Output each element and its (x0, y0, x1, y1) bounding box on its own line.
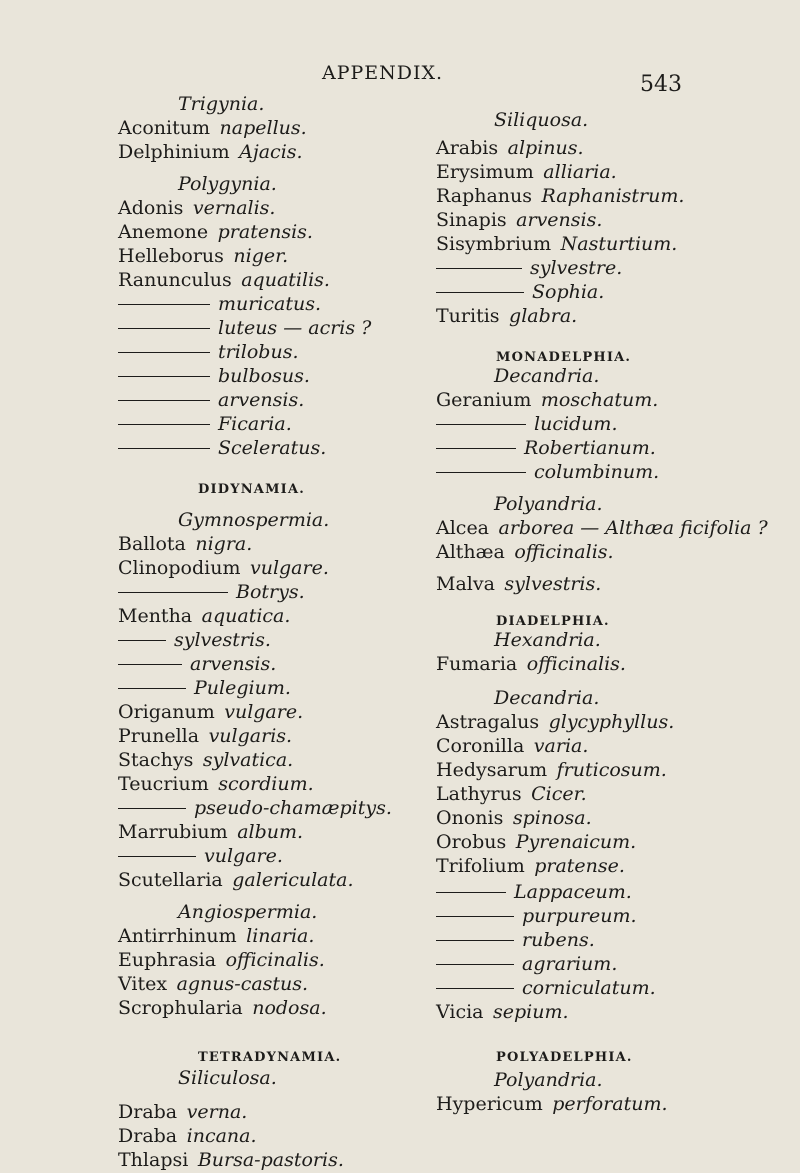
genus-name: Malva (436, 573, 495, 595)
species-epithet: scordium. (218, 773, 314, 795)
species-epithet: pratensis. (217, 221, 313, 243)
ditto-entry (118, 844, 283, 868)
genus-name: Geranium (436, 389, 532, 411)
species-entry (436, 208, 602, 232)
section-heading: Angiospermia. (178, 901, 318, 923)
species-epithet: vernalis. (192, 197, 276, 219)
species-epithet: sylvatica. (202, 749, 294, 771)
species-epithet: Ajacis. (239, 141, 303, 163)
species-epithet: galericulata. (232, 869, 354, 891)
genus-name: Arabis (436, 137, 499, 159)
genus-name: Teucrium (118, 773, 209, 795)
ditto-dash (436, 940, 514, 941)
genus-name: Turitis (436, 305, 500, 327)
species-epithet: nodosa. (252, 997, 327, 1019)
species-entry (118, 556, 329, 580)
species-entry (436, 160, 617, 184)
species-entry (118, 948, 325, 972)
section-heading: Polyandria. (494, 493, 603, 515)
class-heading: POLYADELPHIA. (496, 1050, 633, 1065)
genus-name: Antirrhinum (118, 925, 237, 947)
species-epithet: Cicer. (531, 783, 587, 805)
ditto-dash (118, 664, 182, 665)
genus-name: Coronilla (436, 735, 525, 757)
genus-name: Scutellaria (118, 869, 223, 891)
ditto-dash (118, 352, 210, 353)
species-epithet: luteus — acris ? (218, 317, 372, 339)
section-heading: Trigynia. (178, 93, 265, 115)
ditto-dash (118, 448, 210, 449)
species-entry (118, 996, 327, 1020)
species-epithet: glycyphyllus. (548, 711, 675, 733)
genus-name: Alcea (436, 517, 490, 539)
species-epithet: Pyrenaicum. (515, 831, 637, 853)
ditto-entry (436, 460, 659, 484)
species-epithet: trilobus. (218, 341, 299, 363)
species-epithet: muricatus. (218, 293, 322, 315)
ditto-dash (118, 592, 228, 593)
species-entry (118, 972, 308, 996)
genus-name: Astragalus (436, 711, 540, 733)
species-epithet: arborea — Althæa ficifolia ? (498, 517, 768, 539)
ditto-dash (436, 916, 514, 917)
species-epithet: Raphanistrum. (541, 185, 685, 207)
page-header (0, 62, 800, 97)
genus-name: Origanum (118, 701, 215, 723)
section-heading: Siliquosa. (494, 109, 589, 131)
genus-name: Sisymbrium (436, 233, 552, 255)
species-epithet: bulbosus. (218, 365, 310, 387)
species-entry (436, 388, 658, 412)
species-entry (118, 604, 290, 628)
species-epithet: sylvestre. (530, 257, 623, 279)
ditto-entry (118, 580, 305, 604)
species-entry (436, 806, 592, 830)
genus-name: Stachys (118, 749, 194, 771)
genus-name: Aconitum (118, 117, 211, 139)
class-heading: MONADELPHIA. (496, 350, 632, 365)
species-epithet: Sophia. (532, 281, 605, 303)
ditto-entry (118, 316, 371, 340)
species-entry (118, 244, 288, 268)
species-epithet: sylvestris. (174, 629, 271, 651)
species-epithet: incana. (186, 1125, 257, 1147)
species-entry (436, 652, 626, 676)
genus-name: Euphrasia (118, 949, 217, 971)
genus-name: Prunella (118, 725, 200, 747)
species-epithet: vulgare. (224, 701, 304, 723)
genus-name: Clinopodium (118, 557, 241, 579)
ditto-dash (118, 856, 196, 857)
genus-name: Adonis (118, 197, 184, 219)
class-heading: TETRADYNAMIA. (198, 1050, 342, 1065)
genus-name: Ranunculus (118, 269, 232, 291)
species-epithet: agrarium. (522, 953, 618, 975)
species-epithet: officinalis. (225, 949, 325, 971)
species-epithet: glabra. (509, 305, 578, 327)
genus-name: Vitex (118, 973, 168, 995)
ditto-entry (118, 628, 271, 652)
species-entry (436, 136, 584, 160)
species-epithet: Robertianum. (524, 437, 656, 459)
species-epithet: purpureum. (522, 905, 637, 927)
section-heading: Polyandria. (494, 1069, 603, 1091)
species-epithet: agnus-castus. (176, 973, 309, 995)
species-epithet: alpinus. (507, 137, 584, 159)
species-epithet: Ficaria. (218, 413, 292, 435)
species-epithet: arvensis. (516, 209, 603, 231)
ditto-dash (436, 472, 526, 473)
species-entry (118, 924, 314, 948)
genus-name: Sinapis (436, 209, 507, 231)
genus-name: Erysimum (436, 161, 534, 183)
species-epithet: linaria. (246, 925, 315, 947)
species-epithet: rubens. (522, 929, 595, 951)
species-epithet: vulgare. (249, 557, 329, 579)
species-entry (118, 724, 292, 748)
genus-name: Anemone (118, 221, 209, 243)
ditto-dash (118, 304, 210, 305)
species-entry (118, 820, 303, 844)
genus-name: Hypericum (436, 1093, 543, 1115)
ditto-entry (436, 436, 656, 460)
section-heading: Decandria. (494, 687, 600, 709)
genus-name: Mentha (118, 605, 193, 627)
running-head: APPENDIX. (322, 62, 444, 84)
ditto-dash (436, 892, 506, 893)
species-epithet: Botrys. (236, 581, 305, 603)
species-epithet: aquatilis. (241, 269, 330, 291)
species-entry (436, 830, 636, 854)
species-entry (118, 1148, 344, 1172)
ditto-entry (118, 340, 299, 364)
species-entry (118, 700, 303, 724)
genus-name: Draba (118, 1125, 178, 1147)
species-entry (118, 772, 314, 796)
species-epithet: verna. (186, 1101, 248, 1123)
species-entry (118, 140, 303, 164)
species-epithet: sepium. (493, 1001, 569, 1023)
genus-name: Ononis (436, 807, 504, 829)
species-epithet: spinosa. (512, 807, 592, 829)
genus-name: Hedysarum (436, 759, 548, 781)
species-epithet: pratense. (534, 855, 625, 877)
species-entry (118, 1124, 257, 1148)
genus-name: Althæa (436, 541, 505, 563)
genus-name: Ballota (118, 533, 186, 555)
ditto-dash (118, 808, 186, 809)
genus-name: Delphinium (118, 141, 230, 163)
species-entry (436, 516, 768, 540)
species-epithet: album. (237, 821, 304, 843)
genus-name: Trifolium (436, 855, 525, 877)
species-epithet: corniculatum. (522, 977, 656, 999)
ditto-dash (436, 988, 514, 989)
ditto-dash (118, 424, 210, 425)
ditto-entry (118, 412, 292, 436)
ditto-entry (118, 436, 326, 460)
species-entry (436, 1000, 569, 1024)
species-entry (118, 220, 313, 244)
species-epithet: arvensis. (218, 389, 305, 411)
ditto-dash (118, 328, 210, 329)
species-epithet: napellus. (219, 117, 307, 139)
ditto-dash (436, 268, 522, 269)
ditto-entry (118, 676, 291, 700)
species-epithet: fruticosum. (556, 759, 667, 781)
species-entry (118, 116, 307, 140)
genus-name: Vicia (436, 1001, 484, 1023)
ditto-dash (436, 448, 516, 449)
species-epithet: officinalis. (526, 653, 626, 675)
species-epithet: pseudo-chamæpitys. (194, 797, 392, 819)
genus-name: Scrophularia (118, 997, 243, 1019)
species-entry (436, 184, 684, 208)
ditto-entry (118, 796, 392, 820)
genus-name: Helleborus (118, 245, 224, 267)
ditto-dash (436, 292, 524, 293)
ditto-dash (118, 688, 186, 689)
species-entry (436, 1092, 668, 1116)
species-entry (118, 748, 293, 772)
species-entry (118, 196, 275, 220)
species-epithet: officinalis. (514, 541, 614, 563)
ditto-dash (118, 640, 166, 641)
species-epithet: Lappaceum. (514, 881, 632, 903)
genus-name: Raphanus (436, 185, 533, 207)
species-epithet: moschatum. (540, 389, 659, 411)
section-heading: Gymnospermia. (178, 509, 330, 531)
species-entry (436, 232, 677, 256)
class-heading: DIADELPHIA. (496, 614, 610, 629)
ditto-entry (436, 412, 618, 436)
species-entry (436, 710, 674, 734)
species-entry (118, 532, 252, 556)
ditto-entry (118, 364, 310, 388)
ditto-entry (436, 280, 604, 304)
species-entry (436, 572, 601, 596)
species-entry (436, 758, 667, 782)
ditto-entry (118, 388, 304, 412)
page-number: 543 (640, 72, 682, 97)
genus-name: Lathyrus (436, 783, 522, 805)
species-entry (118, 268, 330, 292)
ditto-entry (118, 292, 321, 316)
genus-name: Draba (118, 1101, 178, 1123)
section-heading: Siliculosa. (178, 1067, 277, 1089)
species-epithet: aquatica. (201, 605, 291, 627)
species-epithet: vulgaris. (208, 725, 293, 747)
species-epithet: lucidum. (534, 413, 618, 435)
ditto-entry (118, 652, 276, 676)
species-epithet: perforatum. (552, 1093, 668, 1115)
ditto-entry (436, 976, 656, 1000)
species-epithet: Bursa-pastoris. (197, 1149, 344, 1171)
ditto-dash (436, 964, 514, 965)
ditto-dash (118, 376, 210, 377)
ditto-dash (436, 424, 526, 425)
class-heading: DIDYNAMIA. (198, 482, 305, 497)
ditto-entry (436, 880, 632, 904)
genus-name: Fumaria (436, 653, 518, 675)
genus-name: Marrubium (118, 821, 228, 843)
section-heading: Decandria. (494, 365, 600, 387)
species-epithet: Sceleratus. (218, 437, 327, 459)
species-entry (118, 1100, 247, 1124)
ditto-entry (436, 904, 637, 928)
ditto-entry (436, 256, 622, 280)
species-epithet: nigra. (195, 533, 253, 555)
section-heading: Polygynia. (178, 173, 277, 195)
species-epithet: alliaria. (543, 161, 617, 183)
species-entry (436, 782, 587, 806)
species-epithet: Nasturtium. (560, 233, 678, 255)
species-epithet: columbinum. (534, 461, 660, 483)
species-epithet: sylvestris. (504, 573, 602, 595)
species-epithet: Pulegium. (194, 677, 291, 699)
ditto-entry (436, 952, 617, 976)
species-entry (436, 734, 588, 758)
ditto-entry (436, 928, 595, 952)
genus-name: Thlapsi (118, 1149, 189, 1171)
species-entry (118, 868, 354, 892)
species-epithet: arvensis. (190, 653, 277, 675)
species-entry (436, 854, 625, 878)
species-entry (436, 304, 577, 328)
species-epithet: niger. (233, 245, 289, 267)
species-epithet: varia. (533, 735, 589, 757)
genus-name: Orobus (436, 831, 507, 853)
ditto-dash (118, 400, 210, 401)
species-entry (436, 540, 614, 564)
species-epithet: vulgare. (204, 845, 283, 867)
section-heading: Hexandria. (494, 629, 601, 651)
